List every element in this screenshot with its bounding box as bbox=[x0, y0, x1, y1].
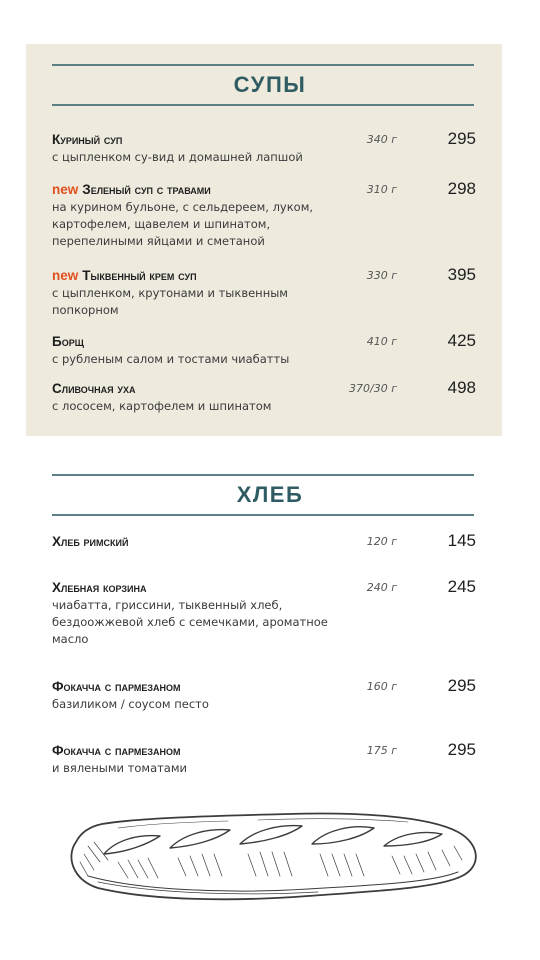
item-weight: 120 г bbox=[366, 535, 397, 548]
item-weight: 175 г bbox=[366, 744, 397, 757]
item-name-row bbox=[52, 267, 482, 285]
soups-title: СУПЫ bbox=[233, 72, 307, 97]
item-name: Хлебная корзина bbox=[52, 580, 147, 595]
item-name-row bbox=[52, 181, 482, 199]
item-description: с цыпленком, крутонами и тыквенным попкорном bbox=[52, 286, 288, 317]
soups-bottom-rule bbox=[52, 104, 474, 106]
item-price: 298 bbox=[447, 179, 476, 198]
item-description: базиликом / соусом песто bbox=[52, 697, 209, 711]
item-description: на курином бульоне, с сельдереем, луком, картофелем, щавелем и шпинатом, перепелиными яйцами и сметаной bbox=[52, 200, 314, 248]
menu-item-pumpkin-soup bbox=[52, 267, 482, 319]
bread-title: ХЛЕБ bbox=[236, 482, 304, 507]
item-price: 145 bbox=[447, 531, 476, 550]
menu-item-focaccia-tomatoes bbox=[52, 742, 482, 777]
item-name: Тыквенный крем суп bbox=[82, 268, 197, 283]
item-weight: 310 г bbox=[366, 183, 397, 196]
menu-item-green-soup bbox=[52, 181, 482, 250]
menu-item-borscht bbox=[52, 333, 482, 368]
item-price: 245 bbox=[447, 577, 476, 596]
item-description: чиабатта, гриссини, тыквенный хлеб, бездоожжевой хлеб с семечками, ароматное масло bbox=[52, 598, 328, 646]
menu-item-focaccia-pesto bbox=[52, 678, 482, 713]
item-description: с рубленым салом и тостами чиабатты bbox=[52, 352, 290, 366]
new-badge: new bbox=[52, 182, 79, 197]
item-price: 295 bbox=[447, 740, 476, 759]
bread-bottom-rule bbox=[52, 514, 474, 516]
item-weight: 340 г bbox=[366, 133, 397, 146]
item-weight: 370/30 г bbox=[349, 382, 397, 395]
menu-item-bread-basket bbox=[52, 579, 482, 648]
menu-item-roman-bread bbox=[52, 533, 482, 551]
item-description: с цыпленком су-вид и домашней лапшой bbox=[52, 150, 303, 164]
item-name: Хлеб римский bbox=[52, 534, 129, 549]
item-price: 425 bbox=[447, 331, 476, 350]
item-price: 498 bbox=[447, 378, 476, 397]
item-name: Зеленый суп с травами bbox=[82, 182, 211, 197]
menu-item-fish-soup bbox=[52, 380, 482, 415]
item-name: Фокачча с пармезаном bbox=[52, 679, 181, 694]
item-name: Куриный суп bbox=[52, 132, 123, 147]
item-name: Фокачча с пармезаном bbox=[52, 743, 181, 758]
item-price: 295 bbox=[447, 129, 476, 148]
new-badge: new bbox=[52, 268, 79, 283]
item-weight: 330 г bbox=[366, 269, 397, 282]
item-description: с лососем, картофелем и шпинатом bbox=[52, 399, 272, 413]
item-price: 295 bbox=[447, 676, 476, 695]
item-weight: 410 г bbox=[366, 335, 397, 348]
item-description: и вялеными томатами bbox=[52, 761, 188, 775]
baguette-sketch-icon bbox=[58, 796, 482, 904]
soups-top-rule bbox=[52, 64, 474, 66]
item-weight: 160 г bbox=[366, 680, 397, 693]
item-weight: 240 г bbox=[366, 581, 397, 594]
item-price: 395 bbox=[447, 265, 476, 284]
bread-top-rule bbox=[52, 474, 474, 476]
item-name: Борщ bbox=[52, 334, 84, 349]
item-name: Сливочная уха bbox=[52, 381, 136, 396]
menu-item-chicken-soup bbox=[52, 131, 482, 166]
